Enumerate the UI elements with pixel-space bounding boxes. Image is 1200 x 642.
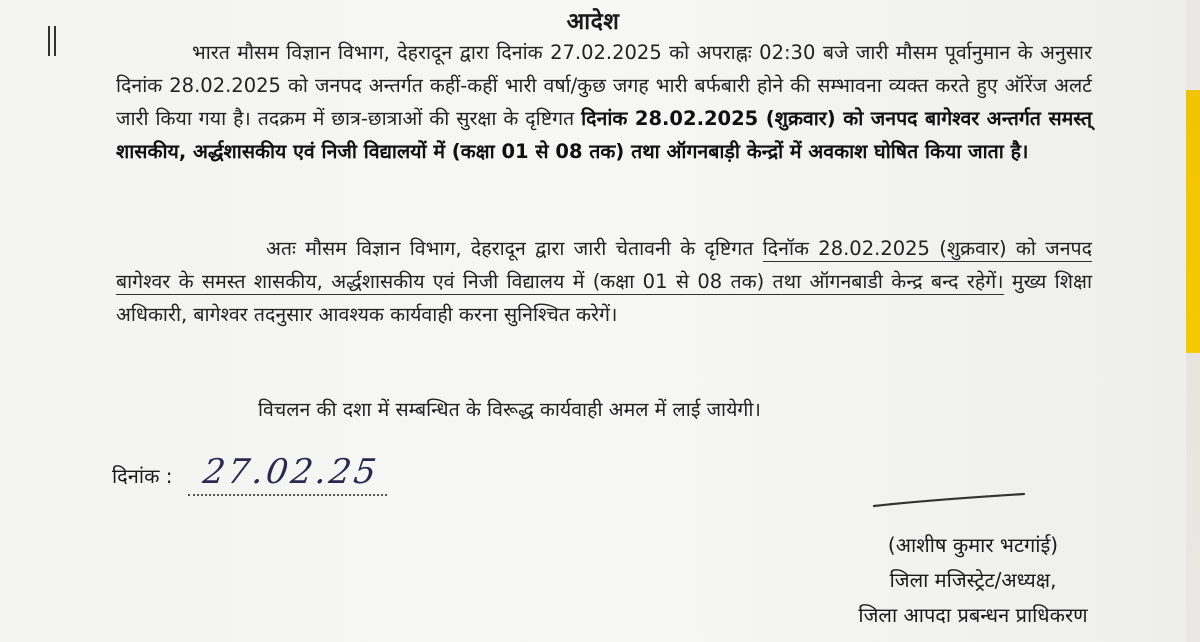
signatory-authority: जिला आपदा प्रबन्धन प्राधिकरण (858, 603, 1088, 627)
signatory-designation: जिला मजिस्ट्रेट/अध्यक्ष, (889, 568, 1057, 592)
order-paragraph-1 (116, 36, 1092, 168)
date-row (112, 452, 390, 496)
paragraph-1-bold-text: दिनांक 28.02.2025 (शुक्रवार) को जनपद बागेश्वर अन्तर्गत समस्त् शासकीय, अर्द्धशासकीय एवं निजी विद्यालयों में (कक्षा 01 से 08 तक) तथा ऑगनबाड़ी केन्द्रों में अवकाश घोषित किया जाता है। (116, 107, 1092, 163)
paragraph-2-underlined-text: दिनॉक 28.02.2025 (शुक्रवार) को जनपद बागेश्वर के समस्त शासकीय, अर्द्धशासकीय एवं निजी विद्यालय में (कक्षा 01 से 08 तक) तथा ऑगनबाडी केन्द्र बन्द रहेगें। (116, 237, 1092, 293)
signature-block (808, 528, 1138, 633)
signatory-name: (आशीष कुमार भटगांई) (887, 533, 1059, 557)
handwritten-date: 27.02.25 (187, 452, 393, 496)
paragraph-2-text: अतः मौसम विज्ञान विभाग, देहरादून द्वारा जारी चेतावनी के दृष्टिगत (266, 237, 763, 260)
order-paragraph-2 (116, 232, 1092, 331)
order-paragraph-3: विचलन की दशा में सम्बन्धित के विरूद्ध कार्यवाही अमल में लाई जायेगी। (258, 398, 761, 421)
paragraph-2-tail-text: मुख्य शिक्षा अधिकारी, बागेश्वर तदनुसार आवश्यक कार्यवाही करना सुनिश्चित करेगें। (116, 270, 1092, 326)
page-edge-strip (1186, 0, 1200, 642)
paragraph-1-text: भारत मौसम विज्ञान विभाग, देहरादून द्वारा दिनांक 27.02.2025 को अपराह्नः 02:30 बजे जारी मौसम पूर्वानुमान के अनुसार दिनांक 28.02.2025 को जनपद अन्तर्गत कहीं-कहीं भारी वर्षा/कुछ जगह भारी बर्फबारी होने की सम्भावना व्यक्त करते हुए ऑरेंज अलर्ट जारी किया गया है। तदक्रम में छात्र-छात्राओं की सुरक्षा के दृष्टिगत (116, 41, 1092, 130)
document-title: आदेश (566, 9, 620, 35)
signature-stroke (870, 488, 1030, 512)
date-label: दिनांक : (112, 464, 173, 488)
